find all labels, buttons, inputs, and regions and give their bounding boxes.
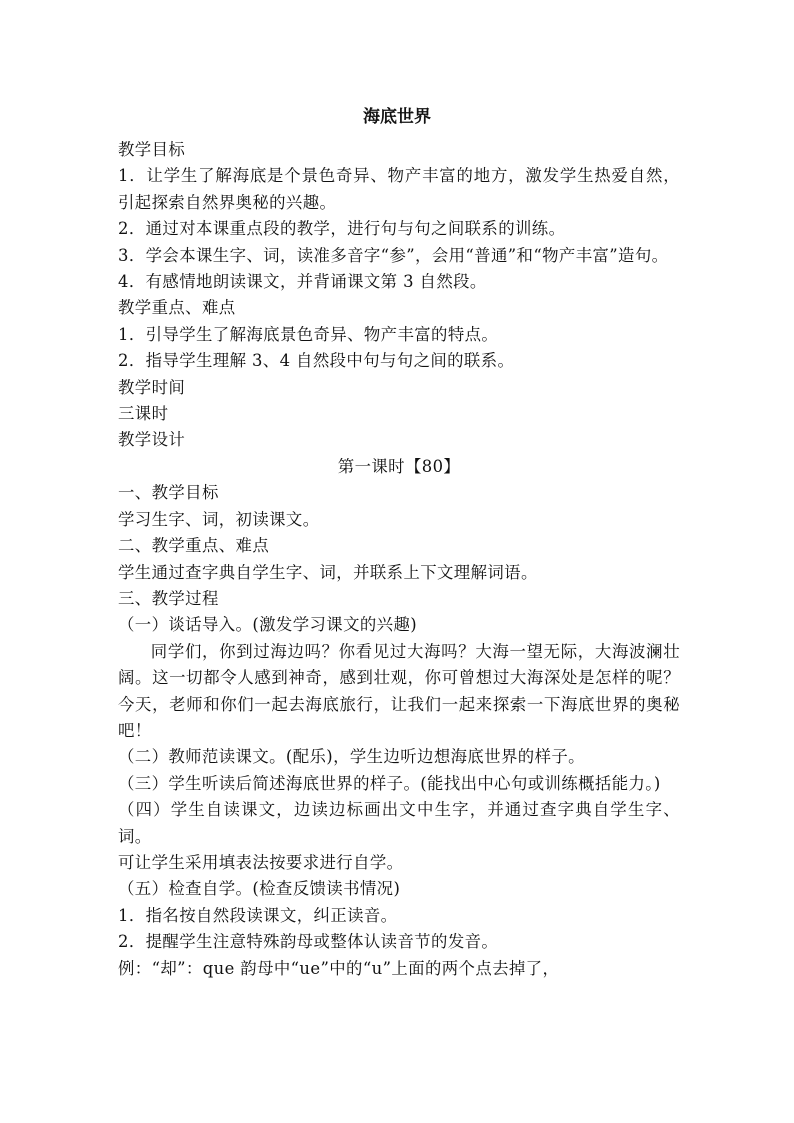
goal-item-2: 2．通过对本课重点段的教学，进行句与句之间联系的训练。 bbox=[118, 219, 566, 239]
section-goals-heading: 一、教学目标 bbox=[118, 483, 219, 503]
document-title: 海底世界 bbox=[363, 107, 431, 127]
process-step-5: （五）检查自学。(检查反馈读书情况) bbox=[118, 879, 401, 899]
process-step-1: （一）谈话导入。(激发学习课文的兴趣) bbox=[118, 615, 418, 635]
goal-item-4: 4．有感情地朗读课文，并背诵课文第 3 自然段。 bbox=[118, 272, 487, 292]
section-key-points-heading: 二、教学重点、难点 bbox=[118, 536, 270, 556]
key-point-1: 1．引导学生了解海底景色奇异、物产丰富的特点。 bbox=[118, 324, 499, 344]
heading-teaching-time: 教学时间 bbox=[118, 377, 186, 397]
process-step-3: （三）学生听读后简述海底世界的样子。(能找出中心句或训练概括能力。) bbox=[118, 773, 661, 793]
section-key-points-text: 学生通过查字典自学生字、词，并联系上下文理解词语。 bbox=[118, 562, 538, 582]
goal-item-1: 1．让学生了解海底是个景色奇异、物产丰富的地方，激发学生热爱自然，引起探索自然界奥秘的兴趣。 bbox=[118, 166, 680, 212]
process-step-4: （四）学生自读课文，边读边标画出文中生字，并通过查字典自学生字、词。 bbox=[118, 800, 680, 846]
self-study-note: 可让学生采用填表法按要求进行自学。 bbox=[118, 852, 404, 872]
key-point-2: 2．指导学生理解 3、4 自然段中句与句之间的联系。 bbox=[118, 351, 515, 371]
teaching-time-value: 三课时 bbox=[118, 404, 169, 424]
goal-item-3: 3．学会本课生字、词，读准多音字“参”，会用“普通”和“物产丰富”造句。 bbox=[118, 245, 669, 265]
example-line: 例：“却”：que 韵母中“ue”中的“u”上面的两个点去掉了， bbox=[118, 958, 560, 978]
heading-teaching-goals: 教学目标 bbox=[118, 140, 186, 159]
process-step-2: （二）教师范读课文。(配乐)，学生边听边想海底世界的样子。 bbox=[118, 747, 585, 767]
check-item-1: 1．指名按自然段读课文，纠正读音。 bbox=[118, 905, 398, 925]
section-process-heading: 三、教学过程 bbox=[118, 588, 219, 608]
heading-key-points: 教学重点、难点 bbox=[118, 298, 236, 318]
lesson-heading: 第一课时【80】 bbox=[337, 456, 461, 476]
section-goals-text: 学习生字、词，初读课文。 bbox=[118, 509, 320, 529]
heading-teaching-design: 教学设计 bbox=[118, 430, 186, 450]
intro-paragraph: 同学们，你到过海边吗？你看见过大海吗？大海一望无际，大海波澜壮阔。这一切都令人感到神奇，感到壮观，你可曾想过大海深处是怎样的呢？今天，老师和你们一起去海底旅行，让我们一起来探索一下海底世界的奥秘吧！ bbox=[118, 641, 680, 740]
document-body bbox=[118, 137, 680, 982]
check-item-2: 2．提醒学生注意特殊韵母或整体认读音节的发音。 bbox=[118, 932, 499, 952]
